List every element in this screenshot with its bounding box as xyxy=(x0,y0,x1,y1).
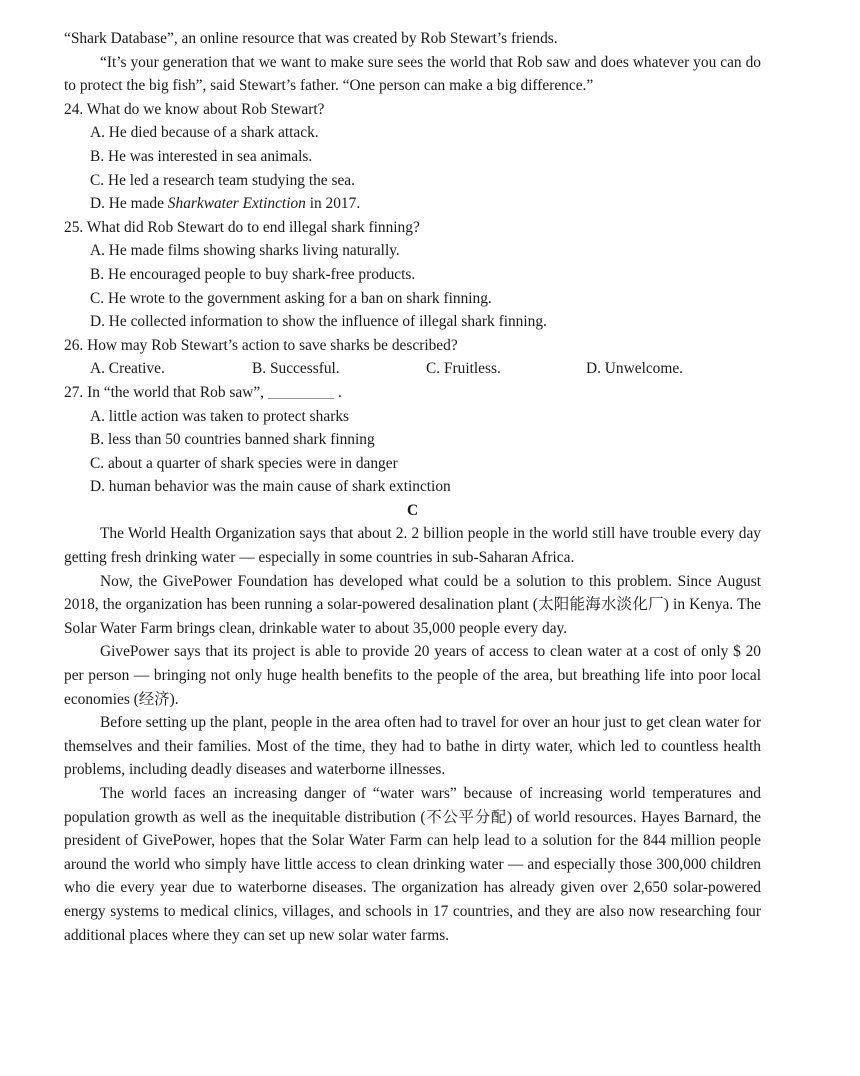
question-27 xyxy=(64,381,761,499)
passage-b-paragraph: “It’s your generation that we want to make sure sees the world that Rob saw and does whatever you can do to protect the big fish”, said Stewart’s father. “One person can make a big difference.” xyxy=(64,53,761,95)
answer-blank[interactable] xyxy=(268,384,334,399)
option-d[interactable] xyxy=(64,192,761,216)
option-text: D. He made xyxy=(90,195,164,213)
question-stem: 26. How may Rob Stewart’s action to save sharks be described? xyxy=(64,336,458,354)
option-b[interactable]: B. Successful. xyxy=(252,360,340,378)
passage-c-paragraph: GivePower says that its project is able to provide 20 years of access to clean water at a cost of only $ 20 per person — bringing not only huge health benefits to the people of the area, but breathing life into poor local economies (经济). xyxy=(64,643,761,708)
section-heading: C xyxy=(406,501,419,519)
stem-start: 27. In “the world that Rob saw”, xyxy=(64,383,265,401)
question-stem xyxy=(64,381,761,405)
film-title: Sharkwater Extinction xyxy=(167,195,306,213)
option-b[interactable]: B. He was interested in sea animals. xyxy=(90,147,313,165)
option-b[interactable]: B. less than 50 countries banned shark finning xyxy=(90,431,375,449)
option-d[interactable]: D. Unwelcome. xyxy=(586,360,684,378)
option-c[interactable]: C. He wrote to the government asking for a ban on shark finning. xyxy=(90,289,492,307)
passage-c-paragraph: The World Health Organization says that about 2. 2 billion people in the world still have trouble every day getting fresh drinking water — especially in some countries in sub-Saharan Africa. xyxy=(64,525,761,567)
option-a[interactable]: A. little action was taken to protect sharks xyxy=(90,407,350,425)
question-26 xyxy=(64,334,761,381)
option-c[interactable]: C. about a quarter of shark species were in danger xyxy=(90,454,398,472)
option-b[interactable]: B. He encouraged people to buy shark-free products. xyxy=(90,265,416,283)
passage-c-paragraph: Before setting up the plant, people in the area often had to travel for over an hour just to get clean water for themselves and their families. Most of the time, they had to bathe in dirty water, which led to countless health problems, including deadly diseases and waterborne illnesses. xyxy=(64,714,761,779)
passage-b-paragraph: “Shark Database”, an online resource that was created by Rob Stewart’s friends. xyxy=(64,30,558,47)
passage-c-paragraph: Now, the GivePower Foundation has developed what could be a solution to this problem. Since August 2018, the organization has been running a solar-powered desalination plant (太阳能海水淡化厂) in Kenya. The Solar Water Farm brings clean, drinkable water to about 35,000 people every day. xyxy=(64,572,761,637)
option-text-end: in 2017. xyxy=(305,195,361,213)
document-page xyxy=(64,27,761,947)
question-stem: 24. What do we know about Rob Stewart? xyxy=(64,100,325,118)
question-24 xyxy=(64,98,761,216)
option-a[interactable]: A. He died because of a shark attack. xyxy=(90,124,319,142)
option-c[interactable]: C. Fruitless. xyxy=(426,360,501,378)
option-c[interactable]: C. He led a research team studying the sea. xyxy=(90,171,355,189)
option-a[interactable]: A. Creative. xyxy=(90,360,165,378)
option-d[interactable]: D. He collected information to show the influence of illegal shark finning. xyxy=(90,313,547,331)
option-a[interactable]: A. He made films showing sharks living naturally. xyxy=(90,242,400,260)
stem-end: . xyxy=(338,383,342,401)
question-stem: 25. What did Rob Stewart do to end illegal shark finning? xyxy=(64,218,420,236)
option-d[interactable]: D. human behavior was the main cause of shark extinction xyxy=(90,478,451,496)
question-25 xyxy=(64,216,761,334)
option-row xyxy=(64,357,761,381)
passage-c-paragraph: The world faces an increasing danger of “water wars” because of increasing world temperatures and population growth as well as the inequitable distribution (不公平分配) of world resources. Hayes Barnard, the president of GivePower, hopes that the Solar Water Farm can help lead to a solution for the 844 million people around the world who simply have little access to clean drinking water — and especially those 300,000 children who die every year due to waterborne diseases. The organization has already given over 2,650 solar-powered energy systems to medical clinics, villages, and schools in 17 countries, and they are also now researching four additional places where they can set up new solar water farms. xyxy=(64,785,761,944)
